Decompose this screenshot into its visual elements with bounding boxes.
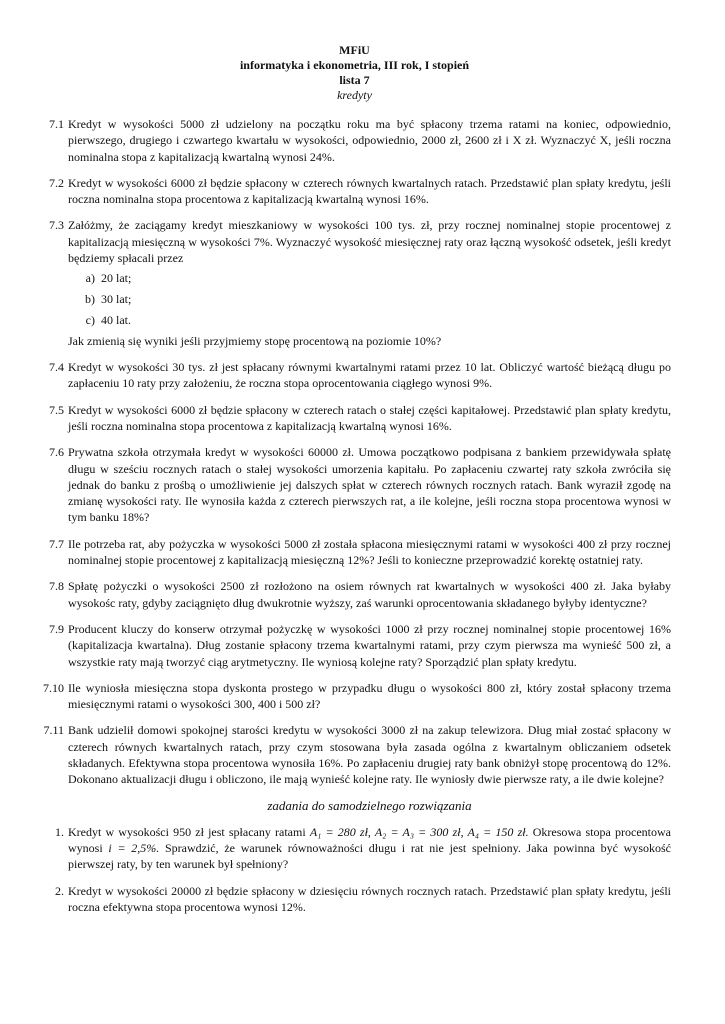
problem-number: 1. xyxy=(55,824,64,839)
problem-7-10 xyxy=(38,680,671,713)
problem-7-1 xyxy=(38,116,671,165)
problem-text: Załóżmy, że zaciągamy kredyt mieszkaniowy w wysokości 100 tys. zł, przy rocznej nominalnej stopie procentowej z kapitalizacją miesięczną w wysokości 7%. Wyznaczyć wysokość miesięcznej raty oraz łączną wysokość odsetek, jeśli kredyt będziemy spłacali przez xyxy=(68,218,671,266)
self-study-problem-2 xyxy=(38,883,671,916)
sub-item-label: b) xyxy=(85,292,95,307)
problem-number: 7.11 xyxy=(43,723,64,738)
problem-7-7 xyxy=(38,536,671,569)
problem-7-2 xyxy=(38,175,671,208)
problem-7-11 xyxy=(38,722,671,787)
problem-text: Ile potrzeba rat, aby pożyczka w wysokości 5000 zł została spłacona miesięcznymi ratami w wysokości 400 zł przy rocznej nominalnej stopie procentowej z kapitalizacją miesięczną 12%? Jeśli to konieczne przeprowadzić korektę ostatniej raty. xyxy=(68,536,671,568)
sub-item xyxy=(78,291,671,307)
sub-item xyxy=(78,312,671,328)
course-title: MFiU xyxy=(339,43,370,57)
problem-number: 7.7 xyxy=(49,536,64,551)
problem-number: 7.6 xyxy=(49,445,64,460)
problem-text: Kredyt w wysokości 20000 zł będzie spłacony w dziesięciu równych rocznych ratach. Przedstawić plan spłaty kredytu, jeśli roczna efektywna stopa procentowa wynosi 12%. xyxy=(68,883,671,915)
problem-7-9 xyxy=(38,621,671,670)
problem-number: 7.1 xyxy=(49,117,64,131)
self-study-problem-1 xyxy=(38,824,671,873)
topic: kredyty xyxy=(337,88,372,102)
problem-text: Prywatna szkoła otrzymała kredyt w wysokości 60000 zł. Umowa początkowo podpisana z bankiem przewidywała spłatę długu w sześciu rocznych ratach o stałej wysokości umorzenia kapitału. Po zapłaceniu czwartej raty szkoła zwróciła się jednak do banku z prośbą o umożliwienie jej dalszych spłat w czterech równych rocznych ratach. Bank wyraził zgodę na zmianę wysokości raty. Ile wynosiła każda z czterech pierwszych rat, a ile kolejne, jeśli roczna stopa procentowa wynosi w tym banku 18%? xyxy=(68,445,671,525)
problem-number: 7.3 xyxy=(49,218,64,233)
problem-followup: Jak zmienią się wyniki jeśli przyjmiemy stopę procentową na poziomie 10%? xyxy=(68,333,442,348)
problem-text: Spłatę pożyczki o wysokości 2500 zł rozłożono na osiem równych rat kwartalnych w wysokości 400 zł. Jaka byłaby wysokośc raty, gdyby zaciągnięto dług dwukrotnie wyższy, zaś warunki oprocentowania składanego byłyby identyczne? xyxy=(68,579,671,610)
problem-number: 7.9 xyxy=(49,621,64,636)
problem-text: Kredyt w wysokości 6000 zł będzie spłacony w czterech ratach o stałej części kapitałowej. Przedstawić plan spłaty kredytu, jeśli roczna nominalna stopa procentowa z kapitalizacją kwartalną wynosi 16%. xyxy=(68,402,671,433)
problem-7-5 xyxy=(38,402,671,435)
problem-number: 7.4 xyxy=(49,360,64,375)
problem-7-8 xyxy=(38,578,671,611)
problem-text: Kredyt w wysokości 6000 zł będzie spłacony w czterech równych kwartalnych ratach. Przedstawić plan spłaty kredytu, jeśli roczna nominalna stopa procentowa z kapitalizacją kwartalną wynosi 16%. xyxy=(68,175,671,207)
problem-text: Kredyt w wysokości 30 tys. zł jest spłacany równymi kwartalnymi ratami przez 10 lat. Obliczyć wartość bieżącą długu po zapłaceniu 10 raty przy założeniu, że roczna stopa oprocentowania ciągłego wynosi 9%. xyxy=(68,360,671,391)
problem-number: 2. xyxy=(55,883,64,898)
problem-7-6 xyxy=(38,444,671,525)
problem-text: Producent kluczy do konserw otrzymał pożyczkę w wysokości 1000 zł przy rocznej nominalnej stopie procentowej 16% (kapitalizacja kwartalna). Dług zostanie spłacony trzema kwartalnymi ratami, przy czym pierwsza ma wynieść 500 zł, a wszystkie raty mają tworzyć ciąg arytmetyczny. Ile wyniosą kolejne raty? Sporządzić plan spłaty kredytu. xyxy=(68,621,671,669)
problem-number: 7.2 xyxy=(49,175,64,190)
header xyxy=(38,43,671,103)
problem-number: 7.5 xyxy=(49,402,64,417)
sub-item-label: a) xyxy=(85,271,95,286)
sub-item xyxy=(78,270,671,286)
math-expression: i = 2,5%. xyxy=(108,841,160,856)
sub-item-label: c) xyxy=(85,312,95,327)
text-segment: Sprawdzić, że warunek równoważności długu i rat nie jest spełniony. Jaka powinna być wysokość pierwszej raty, by ten warunek był spełniony? xyxy=(68,841,672,872)
problem-text xyxy=(68,824,671,873)
problem-text: Ile wyniosła miesięczna stopa dyskonta prostego w przypadku długu o wysokości 800 zł, który został spłacony trzema miesięcznymi ratami o wysokości 300, 400 i 500 zł? xyxy=(68,680,671,712)
course-subtitle: informatyka i ekonometria, III rok, I stopień xyxy=(239,58,470,72)
problem-text: Kredyt w wysokości 5000 zł udzielony na początku roku ma być spłacony trzema ratami na koniec, odpowiednio, pierwszego, drugiego i czwartego kwartału w wysokości, odpowiednio, 2000 zł, 2600 zł i X zł. Wyznaczyć X, jeśli roczna nominalna stopa z kapitalizacją kwartalną wynosi 24%. xyxy=(68,117,671,164)
math-expression: A₁ = 280 zł, A₂ = A₃ = 300 zł, A₄ = 150 zł. xyxy=(309,824,529,839)
problem-number: 7.8 xyxy=(49,579,64,594)
sub-items xyxy=(78,270,671,328)
sub-item-text: 40 lat. xyxy=(101,312,131,327)
self-study-heading: zadania do samodzielnego rozwiązania xyxy=(267,797,472,813)
sub-item-text: 20 lat; xyxy=(101,271,132,286)
list-number: lista 7 xyxy=(339,73,370,87)
problem-7-3 xyxy=(38,217,671,349)
sub-item-text: 30 lat; xyxy=(101,292,132,307)
problem-7-4 xyxy=(38,359,671,392)
problem-number: 7.10 xyxy=(43,680,64,695)
text-segment: Kredyt w wysokości 950 zł jest spłacany ratami xyxy=(68,824,306,839)
problem-list xyxy=(38,116,671,915)
problem-text: Bank udzielił domowi spokojnej starości kredytu w wysokości 3000 zł na zakup telewizora. Dług miał zostać spłacony w czterech równych kwartalnych ratach, przy czym stosowana była zasada ogólna z kwartalnym obliczaniem odsetek składanych. Efektywna stopa procentowa wynosiła 16%. Po zapłaceniu drugiej raty bank obniżył stopę procentową do 12%. Dokonano aktualizacji długu i obliczono, ile mają wynieść kolejne raty. Ile wyniosły dwie pierwsze raty, a ile dwie kolejne? xyxy=(68,723,671,787)
text-segment: Okresowa stopa procentowa wynosi xyxy=(68,824,671,856)
